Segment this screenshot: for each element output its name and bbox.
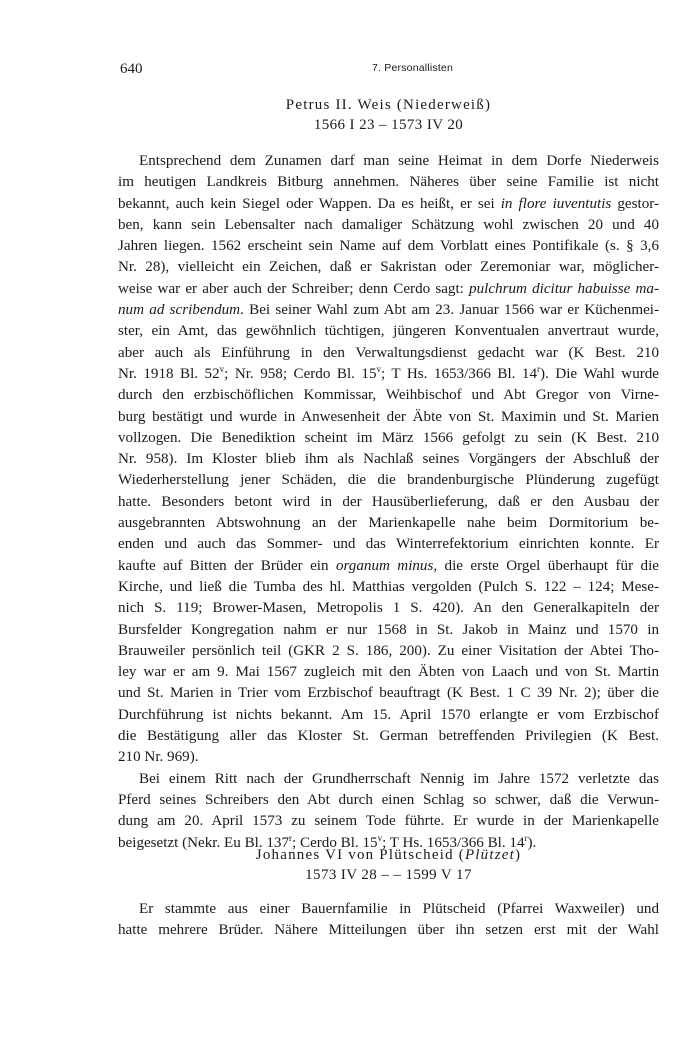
text-line: beigesetzt (Nekr. Eu Bl. 137$^r$; Cerdo Bl. 15$^v$; T Hs. 1653/366 Bl. 14$^r$). [118, 832, 537, 851]
text-line: Er stammte aus einer Bauernfamilie in Plütscheid (Pfarrei Waxweiler) und [139, 901, 659, 917]
text-line: ausgebrannten Abtswohnung an der Marienkapelle nahe beim Dormitorium be- [118, 515, 659, 532]
text-line: enden und auch das Sommer- und das Winterrefektorium einrichten konnte. Er [118, 536, 659, 553]
text-line: Bei einem Ritt nach der Grundherrschaft Nennig im Jahre 1572 verletzte das [139, 770, 659, 787]
text-line: Entsprechend dem Zunamen darf man seine Heimat in dem Dorfe Niederweis [139, 153, 659, 169]
text-line: ster, ein Amt, das gewöhnlich tüchtigen, jüngeren Konventualen anvertraut wurde, [118, 323, 659, 340]
entry-name-prefix: Johannes VI von Plütscheid ( [255, 847, 465, 863]
entry-name: Petrus II. Weis (Niederweiß) [285, 97, 492, 113]
text-line: num ad scribendum. Bei seiner Wahl zum Abt am 23. Januar 1566 war er Küchenmei- [118, 302, 660, 319]
entry-heading [118, 845, 659, 885]
text-line: Durchführung ist nichts bekannt. Am 15. April 1570 erlangte er vom Erzbischof [118, 706, 659, 723]
entry-name [118, 845, 659, 865]
entry-name-suffix: ) [515, 847, 522, 863]
text-line: bekannt, auch kein Siegel oder Wappen. Da es heißt, er sei in flore iuventutis gestor- [118, 195, 659, 212]
running-title: 7. Personallisten [371, 62, 454, 74]
text-line: Pferd seines Schreibers den Abt durch einen Schlag so schwer, daß die Verwun- [118, 791, 659, 808]
text-line: burg bestätigt und wurde in Anwesenheit der Äbte von St. Maximin und St. Marien [118, 408, 659, 425]
text-line: durch den erzbischöflichen Kommissar, Weihbischof und Abt Gregor von Virne- [118, 387, 659, 404]
text-line: Kirche, und ließ die Tumba des hl. Matthias vergolden (Pulch S. 122 – 124; Mese- [118, 578, 659, 595]
page-number: 640 [120, 61, 143, 77]
text-line: Wiederherstellung jener Schäden, die die brandenburgische Plünderung zugefügt [118, 472, 659, 489]
text-line: Nr. 28), vielleicht ein Zeichen, daß er Sakristan oder Zeremoniar war, möglicher- [118, 259, 659, 276]
text-line: ley war er am 9. Mai 1567 zugleich mit den Äbten von Laach und von St. Martin [118, 664, 659, 681]
text-line: Bursfelder Kongregation nahm er nur 1568 in St. Jakob in Mainz und 1570 in [118, 621, 659, 638]
text-line: im heutigen Landkreis Bitburg annehmen. Näheres über seine Familie ist nicht [118, 174, 659, 191]
text-line: aber auch als Einführung in den Verwaltungsdienst gedacht war (K Best. 210 [118, 344, 659, 361]
text-line: Brauweiler persönlich teil (GKR 2 S. 186, 200). Zu einer Visitation der Abtei Tho- [118, 642, 659, 659]
text-line: nich S. 119; Brower-Masen, Metropolis 1 S. 420). An den Generalkapiteln der [118, 600, 659, 617]
entry-body [118, 899, 659, 942]
running-head [118, 61, 659, 77]
text-line: die Bestätigung aller das Kloster St. German betreffenden Privilegien (K Best. [118, 728, 659, 745]
entry-heading [118, 95, 659, 135]
text-line: ben, kann sein Lebensalter nach damaliger Schätzung wohl zwischen 20 und 40 [118, 216, 659, 233]
text-line: dung am 20. April 1573 zu seinem Tode führte. Er wurde in der Marienkapelle [118, 813, 659, 830]
text-line: 210 Nr. 969). [118, 749, 199, 766]
entry-body [118, 151, 659, 854]
entry-name-variant: Plützet [464, 847, 515, 863]
text-line: Nr. 1918 Bl. 52$^v$; Nr. 958; Cerdo Bl. 15$^v$; T Hs. 1653/366 Bl. 14$^r$). Die Wahl wurde [118, 363, 660, 382]
text-line: und St. Marien in Trier vom Erzbischof beauftragt (K Best. 1 C 39 Nr. 2); über die [118, 685, 659, 702]
entry-dates: 1566 I 23 – 1573 IV 20 [313, 117, 464, 133]
text-line: vollzogen. Die Benediktion scheint im März 1566 gefolgt zu sein (K Best. 210 [118, 429, 659, 446]
text-line: weise war er aber auch der Schreiber; denn Cerdo sagt: pulchrum dicitur habuisse ma- [118, 280, 659, 297]
text-line: kaufte auf Bitten der Brüder ein organum minus, die erste Orgel überhaupt für die [118, 557, 659, 574]
text-line: Nr. 958). Im Kloster blieb ihm als Nachlaß seines Vorgängers der Abschluß der [118, 451, 659, 468]
text-line: Jahren liegen. 1562 erscheint sein Name auf dem Vorblatt eines Pontifikale (s. § 3,6 [118, 238, 659, 255]
entry-dates: 1573 IV 28 – – 1599 V 17 [305, 867, 472, 883]
text-line: hatte mehrere Brüder. Nähere Mitteilungen über ihn setzen erst mit der Wahl [118, 922, 659, 939]
text-line: hatte. Besonders betont wird in der Hausüberlieferung, daß er den Ausbau der [118, 493, 659, 510]
